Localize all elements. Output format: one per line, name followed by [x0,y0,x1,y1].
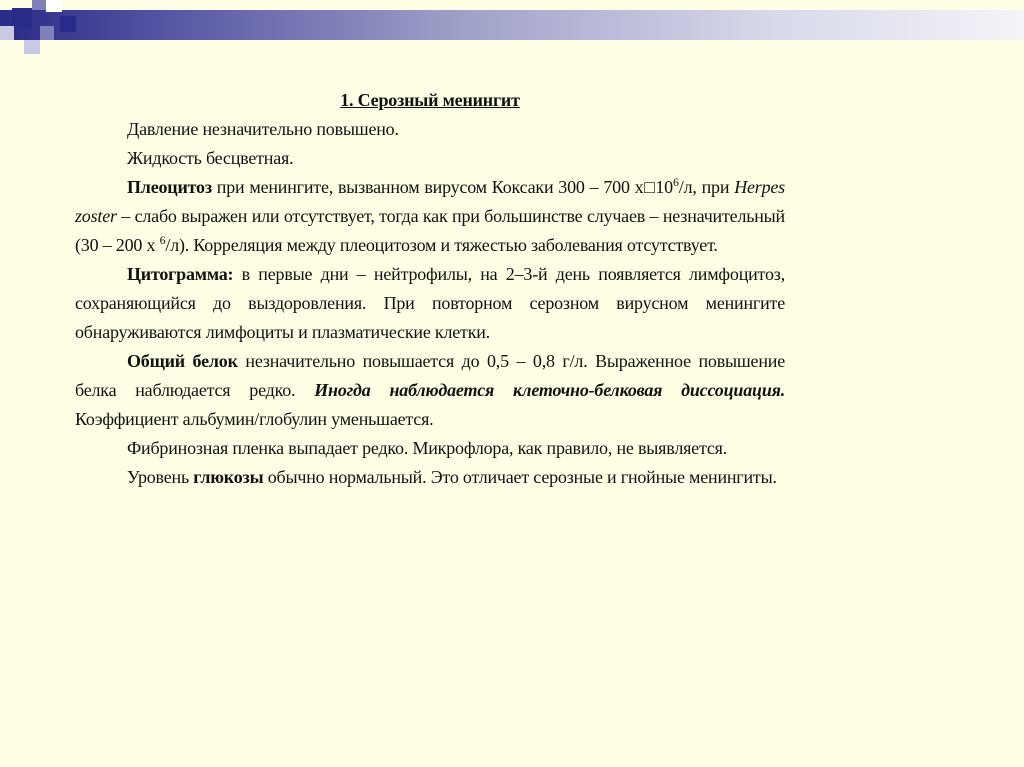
paragraph-fibrin: Фибринозная пленка выпадает редко. Микрофлора, как правило, не выявляется. [127,438,728,458]
decorative-square [60,16,76,32]
decorative-square [0,26,14,40]
text-span: обычно нормальный. Это отличает серозные и гнойные менингиты. [263,467,777,487]
decorative-top-band [0,10,1024,40]
term-cytogram: Цитограмма: [127,264,234,284]
superscript: 6 [159,233,166,247]
paragraph-glucose [75,463,785,492]
decorative-square [46,0,62,12]
term-protein: Общий белок [127,351,238,371]
italic-emphasis: Иногда наблюдается клеточно-белковая диссоциация. [314,380,785,400]
text-span: /л, при [678,177,735,197]
slide-content [75,85,785,492]
text-span: незначительно повышается до 0,5 – 0,8 г/л. Выраженное повышение белка наблюдается редко. [75,351,785,400]
text-span: в первые дни – нейтрофилы, на 2–3-й день появляется лимфоцитоз, сохраняющийся до выздоровления. При повторном серозном вирусном менингите обнаруживаются лимфоциты и плазматические клетки. [75,264,785,342]
text-span: – слабо выражен или отсутствует, тогда как при большинстве случаев – незначительный (30 – 200 х [75,206,785,255]
paragraph-pressure: Давление незначительно повышено. [127,119,399,139]
text-span: Уровень [127,467,194,487]
paragraph-pleocytosis [75,173,785,260]
decorative-square [32,0,46,10]
text-span: при менингите, вызванном вирусом Коксаки 300 – 700 х□10 [211,177,673,197]
term-pleocytosis: Плеоцитоз [127,177,212,197]
slide-title: 1. Серозный менингит [340,90,520,110]
paragraph-cytogram [75,260,785,347]
paragraph-liquid: Жидкость бесцветная. [127,148,294,168]
decorative-square [12,8,32,28]
decorative-square [24,40,40,54]
term-glucose: глюкозы [193,467,264,487]
italic-term: Herpes zoster [75,177,785,226]
text-span: /л). Корреляция между плеоцитозом и тяжестью заболевания отсутствует. [165,235,718,255]
decorative-square [40,26,54,40]
paragraph-protein [75,347,785,434]
text-span: Коэффициент альбумин/глобулин уменьшается. [75,409,434,429]
superscript: 6 [672,175,679,189]
